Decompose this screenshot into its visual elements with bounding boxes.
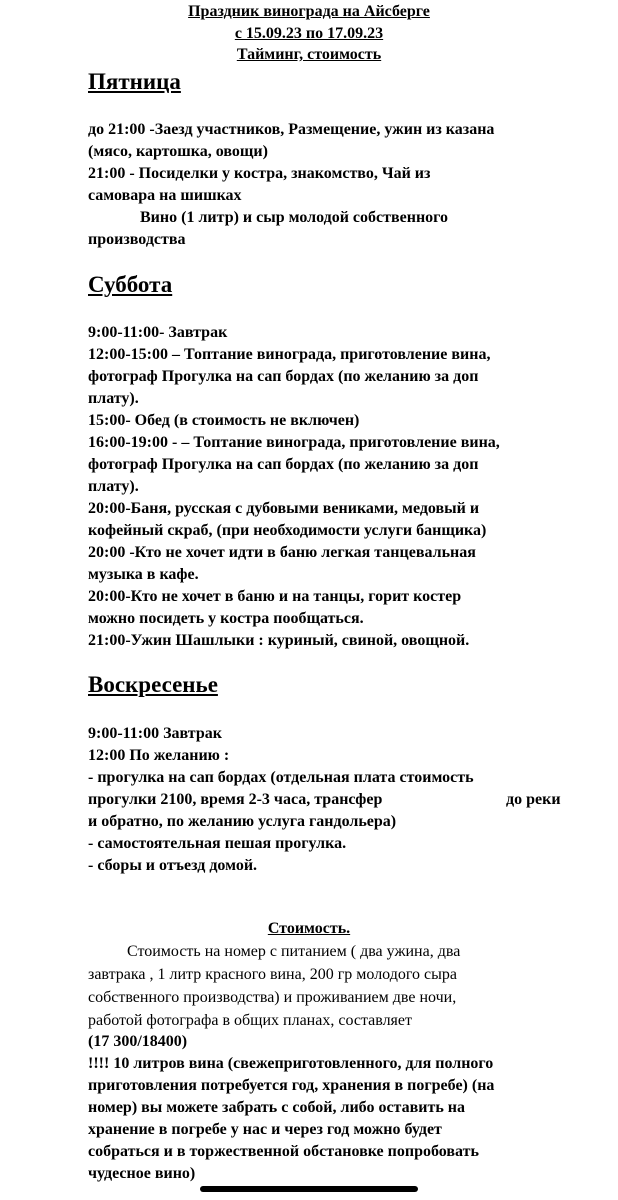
friday-line: Вино (1 литр) и сыр молодой собственного (140, 209, 449, 226)
friday-line: самовара на шишках (88, 187, 242, 204)
saturday-line: 20:00-Баня, русская с дубовыми вениками, медовый и (88, 500, 480, 517)
sunday-line: - самостоятельная пешая прогулка. (88, 835, 347, 852)
saturday-line: кофейный скраб, (при необходимости услуги банщика) (88, 522, 487, 539)
cost-note-line: приготовления потребуется год, хранения в погребе) (на (88, 1077, 495, 1094)
sunday-line: до реки (506, 791, 561, 808)
sunday-line: 9:00-11:00 Завтрак (88, 725, 222, 742)
saturday-line: 16:00-19:00 - – Топтание винограда, приготовление вина, (88, 434, 500, 451)
sunday-line: 12:00 По желанию : (88, 747, 230, 764)
saturday-heading: Суббота (88, 272, 173, 297)
cost-line: Стоимость на номер с питанием ( два ужина, два (127, 943, 461, 960)
cost-note-line: чудесное вино) (88, 1165, 196, 1182)
saturday-line: 21:00-Ужин Шашлыки : куриный, свиной, овощной. (88, 632, 470, 649)
saturday-line: можно посидеть у костра пообщаться. (88, 610, 364, 627)
home-indicator[interactable] (200, 1186, 418, 1192)
saturday-line: плату). (88, 478, 139, 495)
sunday-line: - сборы и отъезд домой. (88, 857, 258, 874)
saturday-line: 9:00-11:00- Завтрак (88, 324, 228, 341)
document-title: Праздник винограда на Айсберге (188, 3, 430, 20)
saturday-line: 20:00-Кто не хочет в баню и на танцы, горит костер (88, 588, 462, 605)
cost-price: (17 300/18400) (88, 1033, 188, 1050)
cost-heading: Стоимость. (267, 920, 351, 937)
document-subtitle: Тайминг, стоимость (236, 46, 382, 63)
cost-note-line: собраться и в торжественной обстановке попробовать (88, 1143, 479, 1160)
saturday-line: 12:00-15:00 – Топтание винограда, приготовление вина, (88, 346, 491, 363)
friday-line: 21:00 - Посиделки у костра, знакомство, Чай из (88, 165, 431, 182)
friday-heading: Пятница (88, 69, 181, 94)
saturday-line: 15:00- Обед (в стоимость не включен) (88, 412, 360, 429)
event-dates: с 15.09.23 по 17.09.23 (234, 25, 384, 42)
sunday-line: и обратно, по желанию услуга гандольера) (88, 813, 397, 830)
saturday-line: плату). (88, 390, 139, 407)
friday-line: до 21:00 -Заезд участников, Размещение, ужин из казана (88, 121, 495, 138)
saturday-line: музыка в кафе. (88, 566, 199, 583)
cost-line: завтрака , 1 литр красного вина, 200 гр молодого сыра (88, 966, 457, 983)
sunday-line: прогулки 2100, время 2-3 часа, трансфер (88, 791, 383, 808)
saturday-line: 20:00 -Кто не хочет идти в баню легкая танцевальная (88, 544, 476, 561)
saturday-line: фотограф Прогулка на сап бордах (по желанию за доп (88, 368, 479, 385)
cost-note-line: !!!! 10 литров вина (свежеприготовленного, для полного (88, 1055, 494, 1072)
sunday-line: - прогулка на сап бордах (отдельная плата стоимость (88, 769, 474, 786)
cost-line: собственного производства) и проживанием две ночи, (88, 989, 457, 1006)
cost-note-line: хранение в погребе у нас и через год можно будет (88, 1121, 442, 1138)
sunday-heading: Воскресенье (88, 672, 218, 697)
saturday-line: фотограф Прогулка на сап бордах (по желанию за доп (88, 456, 479, 473)
cost-line: работой фотографа в общих планах, составляет (88, 1012, 413, 1029)
friday-line: производства (88, 231, 186, 248)
cost-note-line: номер) вы можете забрать с собой, либо оставить на (88, 1099, 465, 1116)
friday-line: (мясо, картошка, овощи) (88, 143, 268, 160)
